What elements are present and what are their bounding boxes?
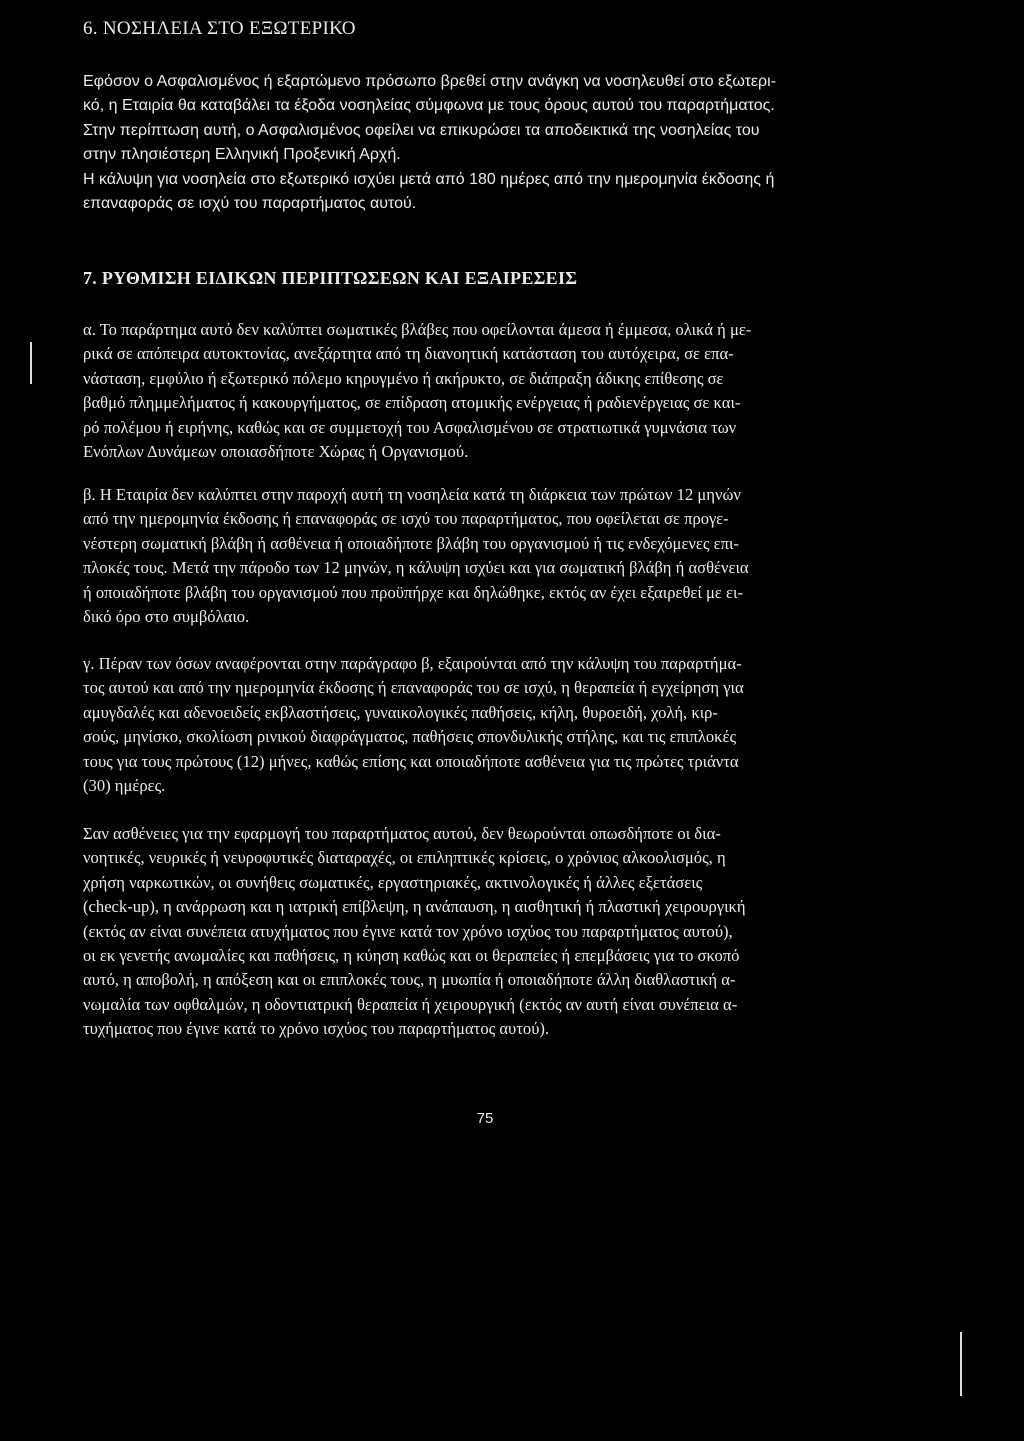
text-line: (30) ημέρες. bbox=[83, 776, 166, 796]
paragraph-b bbox=[83, 483, 903, 629]
text-line: νέστερη σωματική βλάβη ή ασθένεια ή οποιαδήποτε βλάβη του οργανισμού ή τις ενδεχόμενες επι- bbox=[83, 533, 739, 553]
text-line: Η κάλυψη για νοσηλεία στο εξωτερικό ισχύει μετά από 180 ημέρες από την ημερομηνία έκδοσης ή bbox=[83, 170, 775, 188]
text-line: α. Το παράρτημα αυτό δεν καλύπτει σωματικές βλάβες που οφείλονται άμεσα ή έμμεσα, ολικά ή με- bbox=[83, 320, 752, 339]
text-line: δικό όρο στο συμβόλαιο. bbox=[83, 607, 250, 627]
text-line: (εκτός αν είναι συνέπεια ατυχήματος που έγινε κατά τον χρόνο ισχύος του παραρτήματος αυτού), bbox=[83, 921, 733, 941]
text-line: νοητικές, νευρικές ή νευροφυτικές διαταραχές, οι επιληπτικές κρίσεις, ο χρόνιος αλκοολισμός, η bbox=[83, 848, 726, 868]
section-6-heading: 6. ΝΟΣΗΛΕΙΑ ΣΤΟ ΕΞΩΤΕΡΙΚΟ bbox=[83, 18, 356, 39]
text-line: επαναφοράς σε ισχύ του παραρτήματος αυτού. bbox=[83, 195, 417, 213]
text-line: τυχήματος που έγινε κατά το χρόνο ισχύος του παραρτήματος αυτού). bbox=[83, 1019, 550, 1039]
text-line: σούς, μηνίσκο, σκολίωση ρινικού διαφράγματος, παθήσεις σπονδυλικής στήλης, και τις επιπλοκές bbox=[83, 727, 737, 747]
text-line: ή οποιαδήποτε βλάβη του οργανισμού που προϋπήρχε και δηλώθηκε, εκτός αν έχει εξαιρεθεί με ει- bbox=[83, 582, 743, 602]
text-line: Ενόπλων Δυνάμεων οποιασδήποτε Χώρας ή Οργανισμού. bbox=[83, 442, 469, 462]
text-line: αμυγδαλές και αδενοειδείς εκβλαστήσεις, γυναικολογικές παθήσεις, κήλη, θυροειδή, χολή, κιρ- bbox=[83, 702, 718, 722]
section-7-heading: 7. ΡΥΘΜΙΣΗ ΕΙΔΙΚΩΝ ΠΕΡΙΠΤΩΣΕΩΝ ΚΑΙ ΕΞΑΙΡΕΣΕΙΣ bbox=[83, 268, 578, 288]
text-line: β. Η Εταιρία δεν καλύπτει στην παροχή αυτή τη νοσηλεία κατά τη διάρκεια των πρώτων 12 μηνών bbox=[83, 485, 741, 504]
text-line: γ. Πέραν των όσων αναφέρονται στην παράγραφο β, εξαιρούνται από την κάλυψη του παραρτήμα- bbox=[83, 654, 742, 673]
text-line: αυτό, η αποβολή, η απόξεση και οι επιπλοκές τους, η μυωπία ή οποιαδήποτε άλλη διαθλαστική α- bbox=[83, 970, 736, 990]
text-line: στην πλησιέστερη Ελληνική Προξενική Αρχή. bbox=[83, 146, 401, 164]
text-line: χρήση ναρκωτικών, οι συνήθεις σωματικές, εργαστηριακές, ακτινολογικές ή άλλες εξετάσεις bbox=[83, 872, 703, 892]
section-6-paragraph bbox=[83, 70, 903, 216]
paragraph-c bbox=[83, 652, 903, 798]
text-line: πλοκές τους. Μετά την πάροδο των 12 μηνών, η κάλυψη ισχύει και για σωματική βλάβη ή ασθένεια bbox=[83, 558, 749, 578]
margin-change-bar bbox=[30, 342, 32, 384]
paragraph-d bbox=[83, 822, 903, 1042]
text-line: τος αυτού και από την ημερομηνία έκδοσης ή επαναφοράς του σε ισχύ, η θεραπεία ή εγχείρηση για bbox=[83, 678, 744, 698]
text-line: τους για τους πρώτους (12) μήνες, καθώς επίσης και οποιαδήποτε ασθένεια για τις πρώτες τριάντα bbox=[83, 751, 739, 771]
text-line: βαθμό πλημμελήματος ή κακουργήματος, σε επίδραση ατομικής ενέργειας ή ραδιενέργειας σε και- bbox=[83, 393, 741, 413]
text-line: Σαν ασθένειες για την εφαρμογή του παραρτήματος αυτού, δεν θεωρούνται οπωσδήποτε οι δια- bbox=[83, 824, 721, 843]
text-line: Εφόσον ο Ασφαλισμένος ή εξαρτώμενο πρόσωπο βρεθεί στην ανάγκη να νοσηλευθεί στο εξωτερι- bbox=[83, 73, 777, 90]
text-line: νάσταση, εμφύλιο ή εξωτερικό πόλεμο κηρυγμένο ή ακήρυκτο, σε διάπραξη άδικης επίθεσης σε bbox=[83, 368, 724, 388]
text-line: από την ημερομηνία έκδοσης ή επαναφοράς σε ισχύ του παραρτήματος, που οφείλεται σε προγε- bbox=[83, 509, 729, 529]
text-line: νωμαλία των οφθαλμών, η οδοντιατρική θεραπεία ή χειρουργική (εκτός αν αυτή είναι συνέπεια α- bbox=[83, 994, 738, 1014]
text-line: (check-up), η ανάρρωση και η ιατρική επίβλεψη, η ανάπαυση, η αισθητική ή πλαστική χειρουργική bbox=[83, 897, 746, 917]
text-line: ρικά σε απόπειρα αυτοκτονίας, ανεξάρτητα από τη διανοητική κατάσταση του αυτόχειρα, σε επα- bbox=[83, 344, 734, 364]
scan-edge-mark bbox=[960, 1332, 962, 1396]
paragraph-a bbox=[83, 318, 903, 464]
text-line: κό, η Εταιρία θα καταβάλει τα έξοδα νοσηλείας σύμφωνα με τους όρους αυτού του παραρτήματος. bbox=[83, 97, 775, 115]
text-line: Στην περίπτωση αυτή, ο Ασφαλισμένος οφείλει να επικυρώσει τα αποδεικτικά της νοσηλείας του bbox=[83, 121, 760, 139]
text-line: οι εκ γενετής ανωμαλίες και παθήσεις, η κύηση καθώς και οι θεραπείες ή επεμβάσεις για το σκοπό bbox=[83, 946, 740, 966]
page-number: 75 bbox=[476, 1110, 494, 1127]
text-line: ρό πολέμου ή ειρήνης, καθώς και σε συμμετοχή του Ασφαλισμένου σε στρατιωτικά γυμνάσια των bbox=[83, 417, 737, 437]
